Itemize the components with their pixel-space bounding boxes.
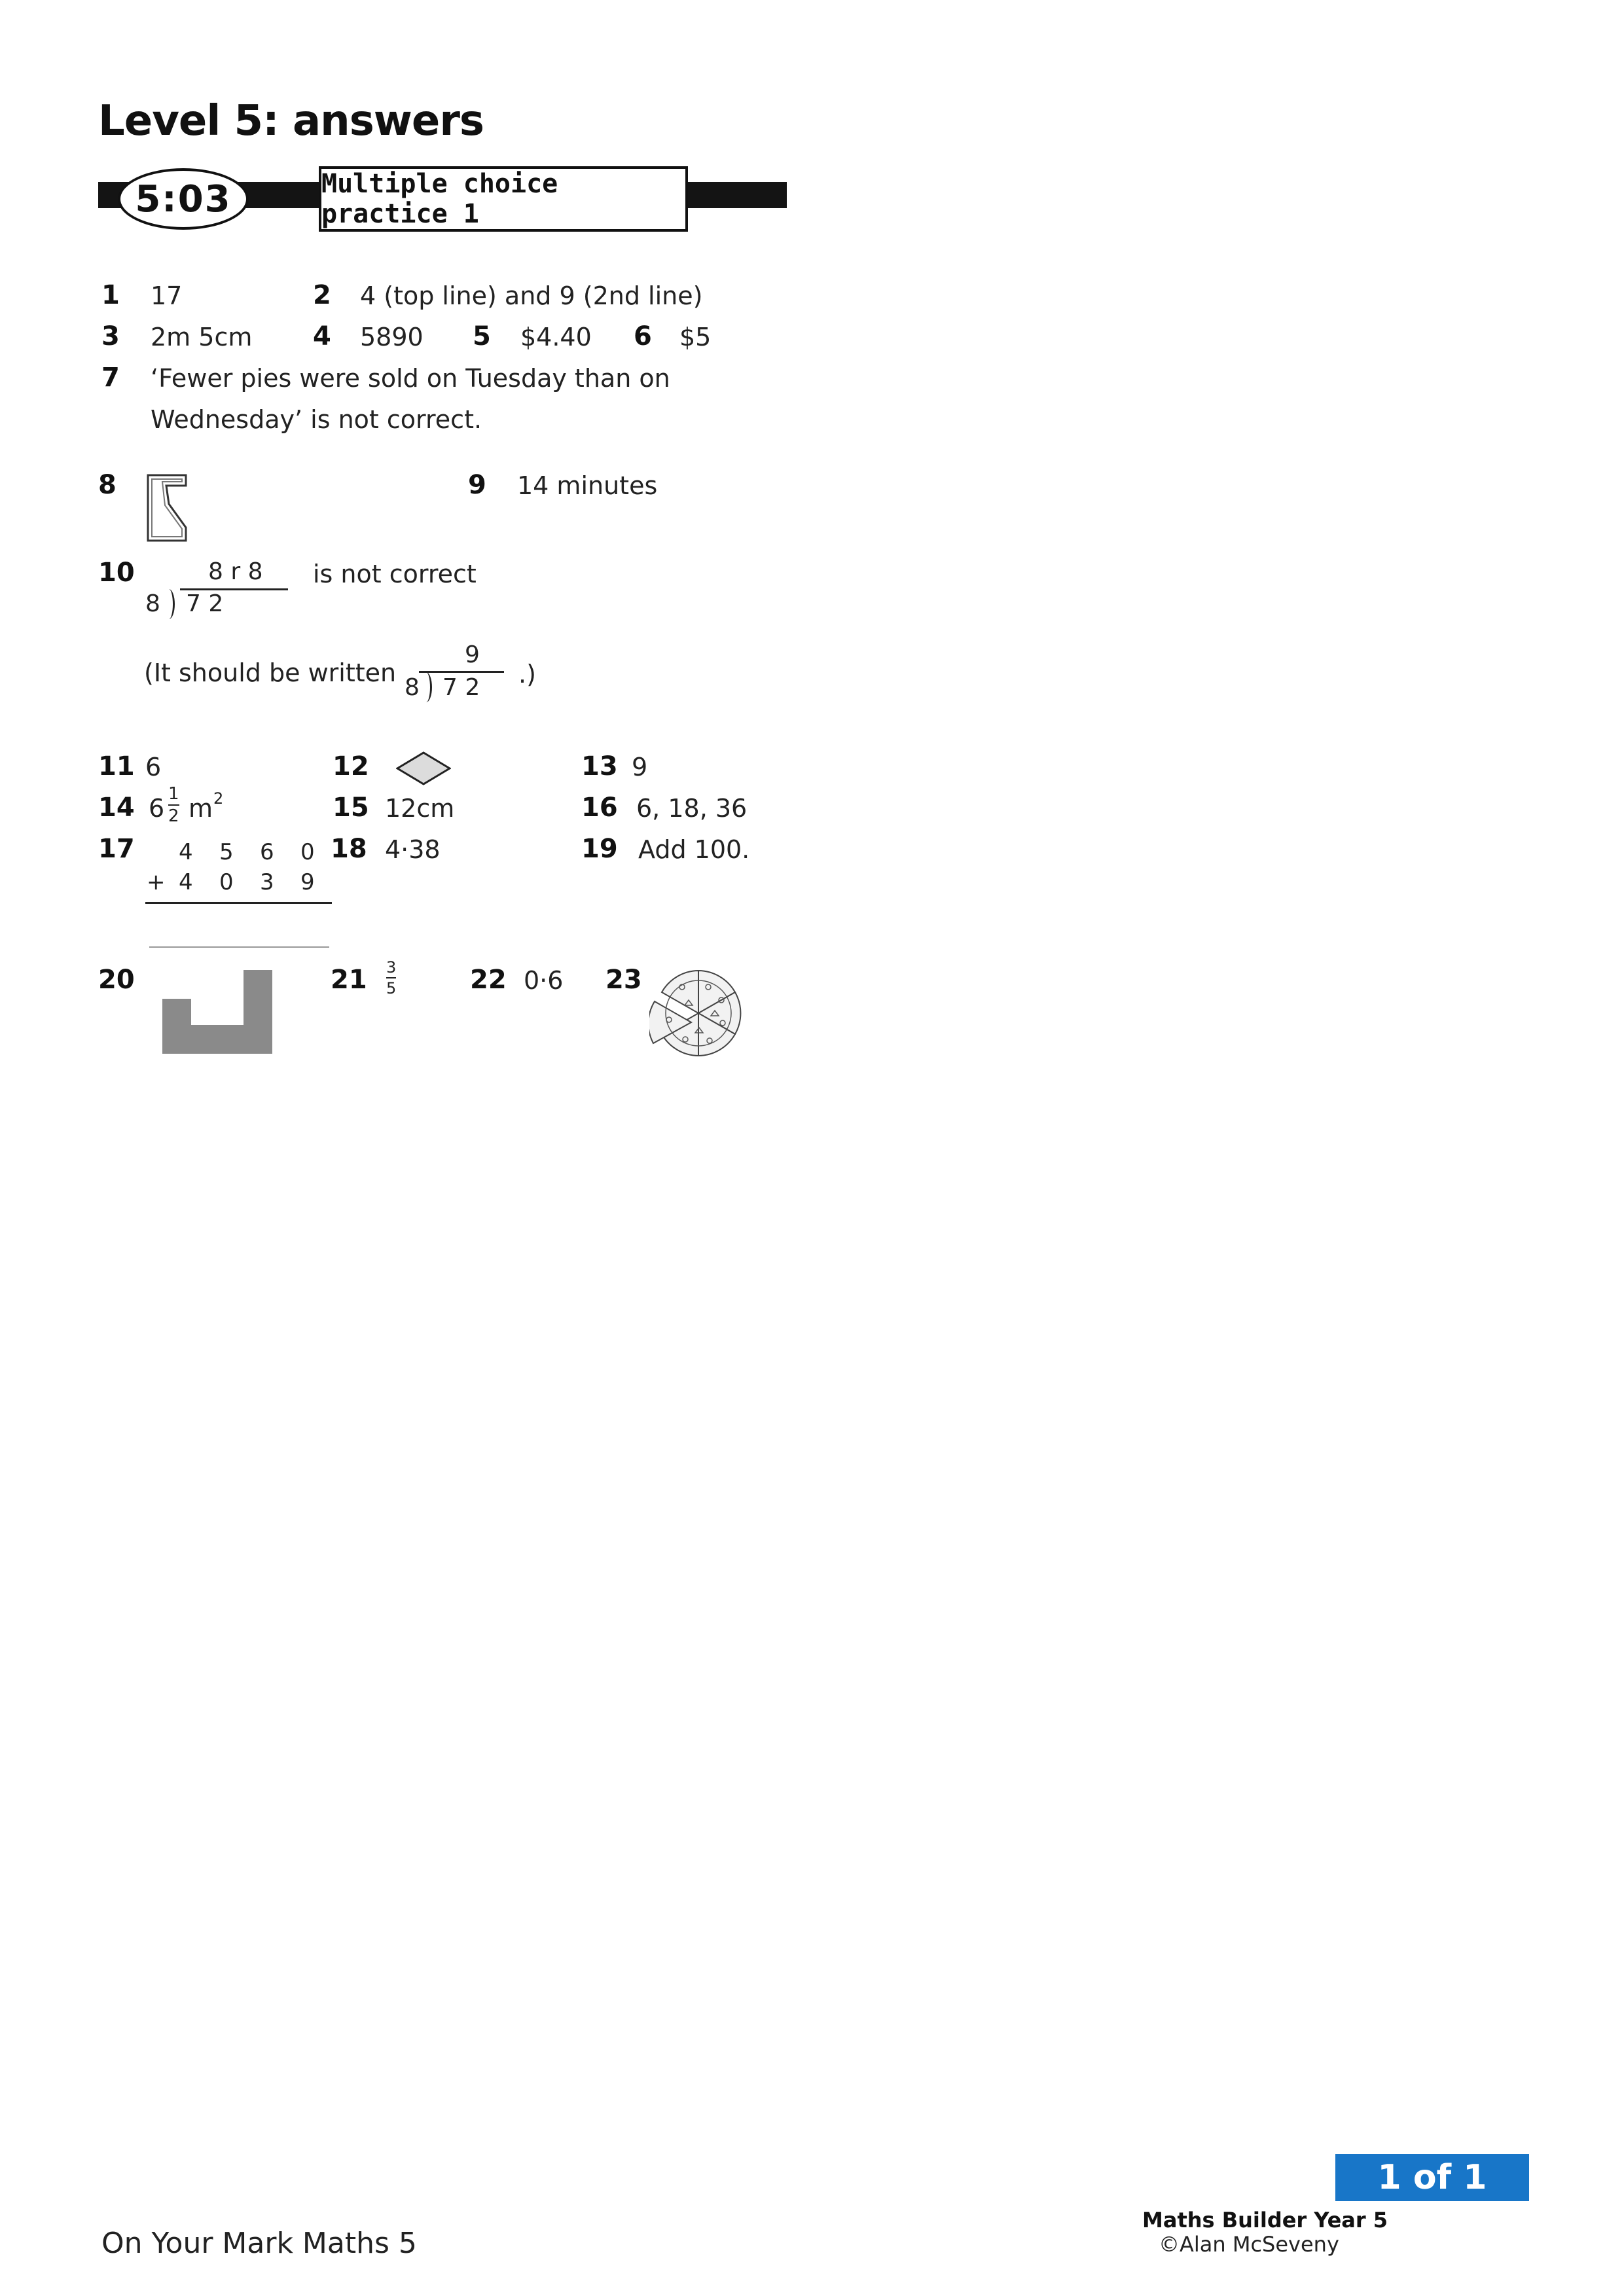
- addition-top-digit: 0: [300, 839, 315, 865]
- correction-note-suffix: .): [518, 660, 536, 689]
- question-number: 17: [98, 834, 135, 864]
- addition-top-digit: 4: [179, 839, 193, 865]
- question-number: 18: [331, 834, 367, 864]
- fraction-denominator: 2: [168, 806, 179, 826]
- question-number: 6: [634, 321, 652, 351]
- addition-top-digit: 5: [219, 839, 234, 865]
- question-number: 4: [313, 321, 331, 351]
- correction-note-prefix: (It should be written: [144, 658, 397, 687]
- area-unit-power: 2: [213, 789, 224, 808]
- correction-bracket: [422, 672, 432, 702]
- addition-bottom-digit: 3: [260, 869, 274, 895]
- question-number: 16: [581, 793, 618, 823]
- question-number: 7: [101, 363, 120, 393]
- addition-bottom-digit: 0: [219, 869, 234, 895]
- question-number: 13: [581, 751, 618, 781]
- addition-answer-line: [149, 946, 329, 948]
- question-number: 11: [98, 751, 135, 781]
- question-number: 21: [331, 965, 367, 995]
- page-count-badge: 1 of 1: [1335, 2154, 1529, 2201]
- question-number: 8: [98, 470, 117, 500]
- question-number: 2: [313, 280, 331, 310]
- answer-text: is not correct: [313, 560, 477, 588]
- correction-quotient: 9: [465, 641, 480, 668]
- fraction-bar: [386, 977, 396, 978]
- u-shape-icon: [162, 970, 274, 1054]
- fraction-numerator: 1: [168, 784, 179, 804]
- question-number: 12: [333, 751, 369, 781]
- mixed-number-whole: 6: [149, 794, 165, 823]
- answer-text: 14 minutes: [517, 471, 658, 500]
- rhombus-icon: [396, 751, 451, 785]
- answer-text: 17: [151, 281, 183, 310]
- correction-dividend: 7 2: [442, 674, 480, 701]
- answer-text: 0·6: [524, 966, 564, 995]
- fraction-bar: [168, 804, 179, 806]
- question-number: 10: [98, 558, 135, 588]
- answer-text: $5: [679, 323, 712, 351]
- fraction-numerator: 3: [386, 958, 397, 977]
- addition-sum-line: [145, 902, 332, 904]
- fraction: [168, 785, 179, 825]
- pizza-icon: [649, 967, 748, 1066]
- answer-text: 4·38: [385, 835, 441, 864]
- answer-text: Add 100.: [638, 835, 750, 864]
- fraction: [386, 960, 396, 996]
- bracket-shape-icon: [145, 473, 191, 543]
- question-number: 15: [333, 793, 369, 823]
- answer-text: 12cm: [385, 794, 455, 823]
- answer-text: 9: [632, 753, 648, 781]
- question-number: 3: [101, 321, 120, 351]
- addition-bottom-digit: 4: [179, 869, 193, 895]
- answer-text-line-1: ‘Fewer pies were sold on Tuesday than on: [151, 364, 670, 393]
- question-number: 1: [101, 280, 120, 310]
- question-number: 22: [470, 965, 507, 995]
- answer-text-line-2: Wednesday’ is not correct.: [151, 405, 482, 434]
- footer-book-title: Maths Builder Year 5: [1142, 2208, 1388, 2233]
- fraction-denominator: 5: [386, 979, 397, 997]
- question-number: 5: [473, 321, 491, 351]
- correction-divisor: 8: [405, 674, 420, 701]
- addition-top-digit: 6: [260, 839, 274, 865]
- area-unit: m: [189, 794, 213, 823]
- footer-series-title: On Your Mark Maths 5: [101, 2227, 417, 2260]
- addition-operator: +: [147, 869, 166, 895]
- division-bracket: [165, 589, 175, 619]
- correction-division-line: [419, 671, 504, 673]
- question-number: 14: [98, 793, 135, 823]
- page-title: Level 5: answers: [98, 97, 484, 145]
- answer-text: 2m 5cm: [151, 323, 253, 351]
- addition-bottom-digit: 9: [300, 869, 315, 895]
- question-number: 19: [581, 834, 618, 864]
- division-divisor: 8: [145, 590, 160, 617]
- answer-text: 6, 18, 36: [636, 794, 748, 823]
- division-dividend: 7 2: [186, 590, 224, 617]
- answer-text: 5890: [360, 323, 424, 351]
- question-number: 20: [98, 965, 135, 995]
- answer-text: 4 (top line) and 9 (2nd line): [360, 281, 703, 310]
- answer-text: 6: [145, 753, 162, 781]
- section-title-box: Multiple choice practice 1: [319, 166, 688, 232]
- section-code-badge: 5:03: [118, 168, 249, 230]
- division-quotient: 8 r 8: [208, 558, 263, 585]
- footer-copyright: ©Alan McSeveny: [1159, 2232, 1339, 2257]
- question-number: 9: [468, 470, 486, 500]
- question-number: 23: [605, 965, 642, 995]
- answer-text: $4.40: [520, 323, 592, 351]
